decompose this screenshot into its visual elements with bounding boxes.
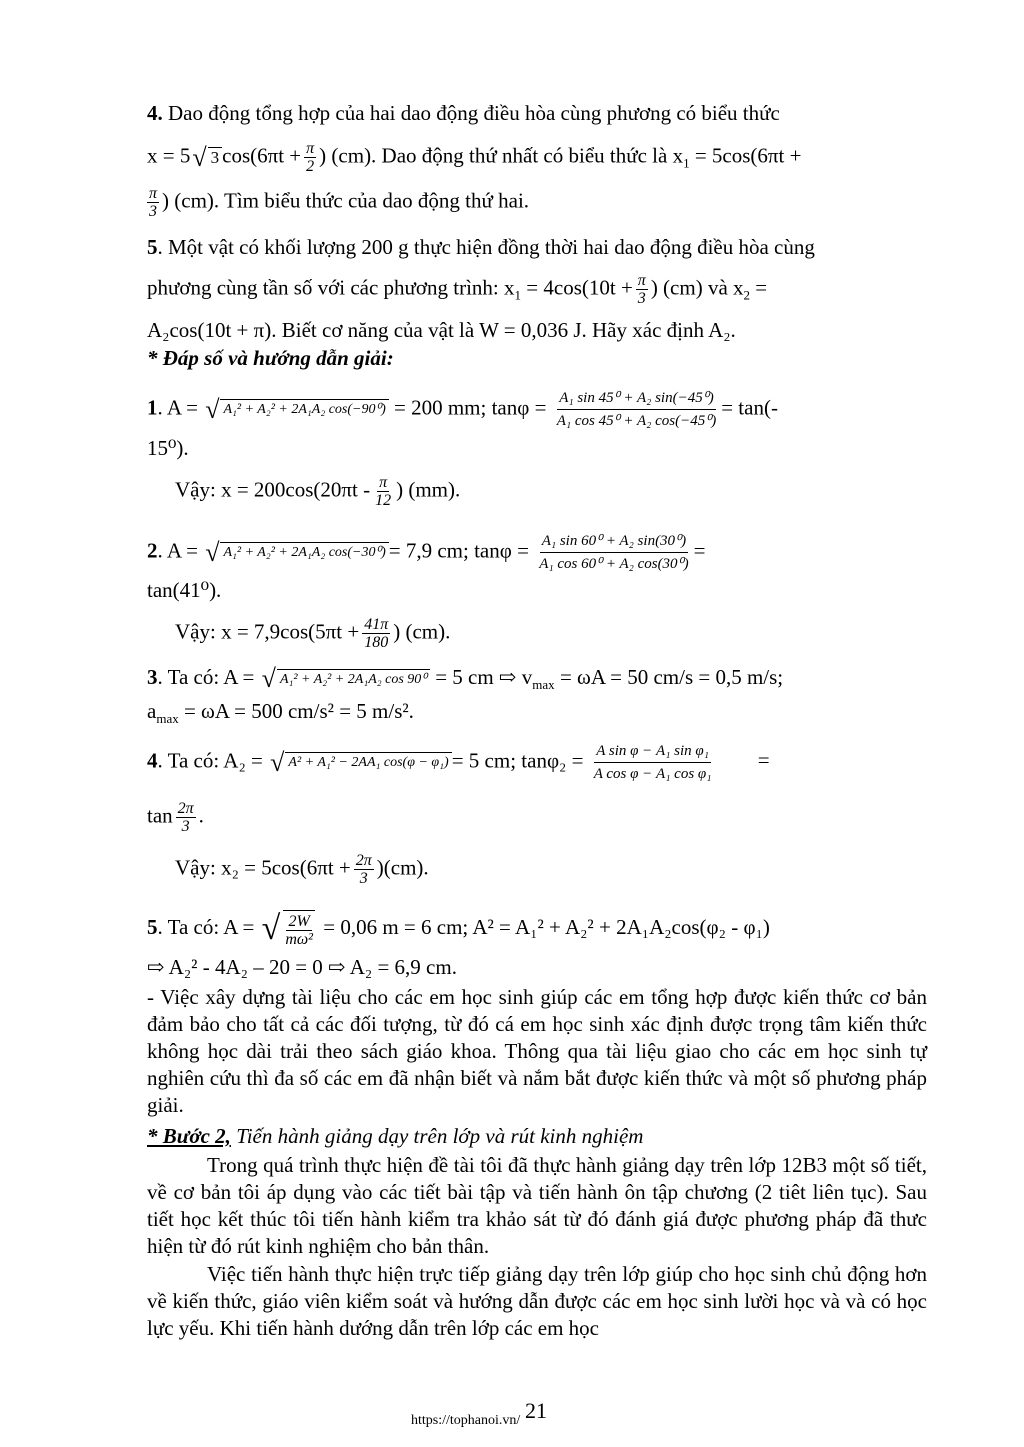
text: = ωA = 500 cm/s² = 5 m/s².: [183, 699, 414, 723]
numerator: 41π: [364, 616, 389, 633]
fraction: [283, 910, 315, 948]
denominator: A₁ cos 60⁰ + A₂ cos(30⁰): [539, 556, 689, 572]
text: )(cm).: [376, 855, 429, 880]
denominator: 3: [637, 290, 646, 307]
sqrt-sign: √: [261, 664, 276, 694]
problem-4-text: Dao động tổng hợp của hai dao động điều hòa cùng phương có biểu thức: [168, 101, 780, 125]
answer-3-line-1: [147, 665, 927, 697]
answer-3-number: 3: [147, 665, 158, 689]
problem-5-number: 5: [147, 235, 158, 259]
subscript: 1: [514, 287, 522, 303]
text: Vậy: x₂ = 5cos(6πt +: [175, 855, 351, 880]
problem-4-line-1: [147, 101, 927, 125]
fraction: [147, 185, 159, 220]
numerator: π: [379, 474, 388, 491]
text: ) (cm). Tìm biểu thức của dao động thứ hai.: [162, 188, 530, 213]
answer-2-line-2: tan(41⁰).: [147, 578, 222, 602]
sqrt-content: 3: [208, 147, 223, 168]
text: = 4cos(10t +: [526, 275, 633, 300]
text: . Một vật có khối lượng 200 g thực hiện đồng thời hai dao động điều hòa cùng: [157, 235, 815, 259]
text: =: [757, 748, 770, 773]
fraction: [555, 387, 719, 432]
text: = tan(-: [721, 395, 778, 420]
text: ) (mm).: [396, 477, 461, 502]
answers-heading: * Đáp số và hướng dẫn giải:: [147, 346, 394, 370]
text: = 0,06 m = 6 cm; A² = A₁² + A₂² + 2A₁A₂cos(φ₂ - φ₁): [323, 914, 770, 939]
sqrt-content: A₁² + A₂² + 2A₁A₂ cos(−30⁰): [220, 542, 388, 563]
answer-1-line-2: 15⁰).: [147, 436, 189, 460]
paragraph-2: Trong quá trình thực hiện đề tài tôi đã thực hành giảng dạy trên lớp 12B3 một số tiết, về cơ bản tôi áp dụng vào các tiết bài tập và tiến hành ôn tập chương (2 tiêt liên tục). Sau tiết học kết thúc tôi tiến hành kiểm tra khảo sát từ đó đánh giá được phương pháp đã thưc hiện từ đó rút kinh nghiệm cho bản thân.: [147, 1153, 927, 1258]
numerator: π: [306, 140, 315, 157]
subscript: 2: [743, 287, 751, 303]
denominator: 3: [359, 870, 368, 887]
denominator: 3: [149, 203, 157, 220]
text: . Ta có: A =: [157, 665, 255, 689]
sqrt-sign: √: [205, 394, 220, 424]
text: =: [693, 538, 706, 563]
denominator: 2: [306, 158, 315, 175]
problem-5-line-2: [147, 272, 927, 308]
text: = 5cos(6πt +: [694, 143, 802, 168]
text: ) (cm). Dao động thứ nhất có biểu thức là x: [319, 143, 684, 168]
subscript: max: [156, 711, 179, 727]
denominator: A cos φ − A₁ cos φ₁: [593, 766, 712, 782]
text: . Ta có: A₂ =: [157, 748, 263, 773]
text: = ωA = 50 cm/s = 0,5 m/s;: [559, 665, 784, 689]
text: .: [198, 803, 204, 828]
answer-5-line-2: ⇨ A₂² - 4A₂ – 20 = 0 ⇨ A₂ = 6,9 cm.: [147, 955, 457, 979]
problem-4-number: 4.: [147, 101, 163, 125]
answer-4-conclusion: [175, 852, 955, 887]
problem-4-line-2: [147, 140, 927, 176]
fraction: [354, 852, 374, 887]
text: ) (cm).: [393, 619, 451, 644]
sqrt-sign: √: [192, 142, 207, 172]
footer-url: https://tophanoi.vn/: [411, 1413, 521, 1428]
page-number: 21: [525, 1398, 547, 1423]
numerator: π: [637, 272, 646, 289]
step-2-label: * Bước 2,: [147, 1124, 231, 1148]
problem-5-line-3: A₂cos(10t + π). Biết cơ năng của vật là W = 0,036 J. Hãy xác định A₂.: [147, 318, 736, 342]
text: = 7,9 cm; tanφ =: [388, 538, 529, 563]
step-2-heading: [147, 1124, 927, 1148]
text: x = 5: [147, 143, 191, 168]
fraction: [304, 140, 316, 175]
text: phương cùng tần số với các phương trình: x: [147, 275, 515, 300]
fraction: [592, 740, 714, 785]
subscript: max: [532, 677, 555, 693]
text: = 200 mm; tanφ =: [394, 395, 547, 420]
text: . A =: [157, 395, 198, 420]
answer-4-line-2: [147, 800, 927, 835]
numerator: 2π: [355, 852, 372, 869]
answer-3-line-2: [147, 699, 927, 731]
problem-5-line-1: [147, 235, 927, 259]
fraction: [362, 616, 390, 651]
text: . Ta có: A =: [157, 914, 255, 939]
step-2-title: Tiến hành giảng dạy trên lớp và rút kinh nghiệm: [230, 1124, 644, 1148]
text: =: [755, 275, 768, 300]
answer-1-number: 1: [147, 395, 158, 420]
fraction: [636, 272, 648, 307]
denominator: 180: [364, 634, 389, 651]
fraction: [176, 800, 196, 835]
fraction: [537, 530, 690, 575]
numerator: 2W: [288, 913, 310, 930]
text: = 5 cm ⇨ v: [435, 665, 533, 689]
paragraph-1: - Việc xây dựng tài liệu cho các em học sinh giúp các em tổng hợp được kiến thức cơ bản đảm bảo cho tất cả các đối tượng, từ đó cá em học sinh xác định được trọng tâm kiến thức không học dài trải theo sách giáo khoa. Thông qua tài liệu giao cho các em học sinh tự nghiên cứu thì đa số các em đã nhận biết và nắm bắt được kiến thức và một số phương pháp giải.: [147, 985, 927, 1117]
text: tan: [147, 803, 173, 828]
answer-4-line-1: [147, 740, 927, 785]
sqrt-content: A₁² + A₂² + 2A₁A₂ cos 90⁰: [277, 669, 430, 690]
text: a: [147, 699, 157, 723]
text: . A =: [157, 538, 198, 563]
sqrt-sign: √: [261, 910, 281, 947]
text: = 5 cm; tanφ₂ =: [451, 748, 584, 773]
answer-2-number: 2: [147, 538, 158, 563]
sqrt-sign: √: [270, 747, 285, 777]
text: Vậy: x = 200cos(20πt -: [175, 477, 371, 502]
text: ) (cm) và x: [650, 275, 744, 300]
sqrt-content: A₁² + A₂² + 2A₁A₂ cos(−90⁰): [220, 399, 388, 420]
answer-1-conclusion: [175, 474, 955, 509]
denominator: A₁ cos 45⁰ + A₂ cos(−45⁰): [556, 413, 717, 429]
answer-4-number: 4: [147, 748, 158, 773]
sqrt-content: A² + A₁² − 2AA₁ cos(φ − φ₁): [285, 752, 451, 773]
denominator: mω²: [285, 931, 313, 948]
answer-2-line-1: [147, 530, 927, 575]
text: cos(6πt +: [222, 143, 302, 168]
numerator: 2π: [177, 800, 194, 817]
numerator: A₁ sin 60⁰ + A₂ sin(30⁰): [540, 530, 688, 553]
denominator: 3: [181, 818, 190, 835]
paragraph-3: Việc tiến hành thực hiện trực tiếp giảng dạy trên lớp giúp cho học sinh chủ động hơn về kiến thức, giáo viên kiểm soát và hướng dẫn được các em học sinh lười học và và có học lực yếu. Khi tiến hành dướng dẫn trên lớp các em học: [147, 1262, 927, 1340]
numerator: A sin φ − A₁ sin φ₁: [594, 740, 711, 763]
fraction: [373, 474, 393, 509]
answer-2-conclusion: [175, 616, 955, 651]
problem-4-line-3: [147, 185, 927, 220]
denominator: 12: [375, 492, 392, 509]
answer-5-line-1: [147, 910, 927, 948]
sqrt-sign: √: [205, 537, 220, 567]
answer-5-number: 5: [147, 914, 158, 939]
answer-1-line-1: [147, 387, 927, 432]
text: Vậy: x = 7,9cos(5πt +: [175, 619, 360, 644]
numerator: π: [149, 185, 158, 202]
subscript: 1: [683, 155, 690, 171]
numerator: A₁ sin 45⁰ + A₂ sin(−45⁰): [557, 387, 716, 410]
